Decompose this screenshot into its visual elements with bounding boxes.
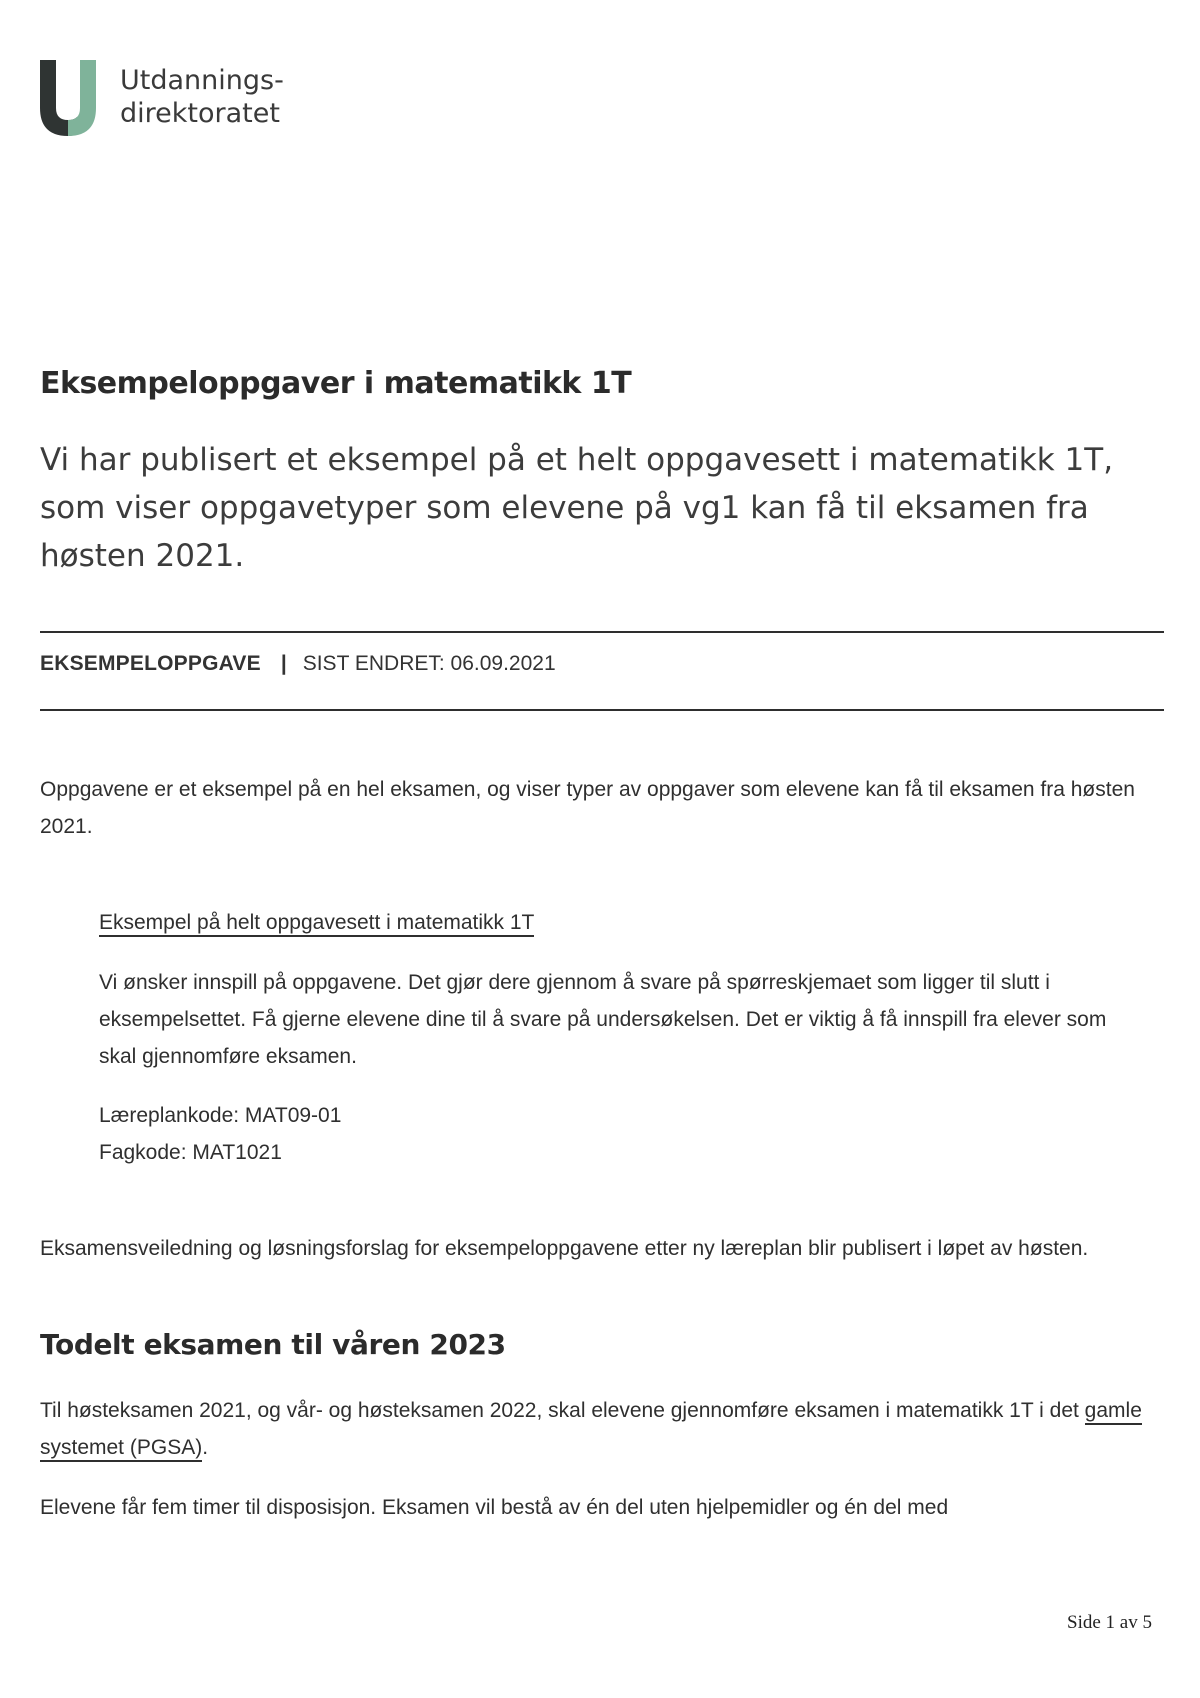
example-link-line bbox=[99, 904, 1109, 941]
exam-duration-paragraph: Elevene får fem timer til disposisjon. Eksamen vil bestå av én del uten hjelpemidler og én del med bbox=[40, 1496, 949, 1519]
page-title: Eksempeloppgaver i matematikk 1T bbox=[40, 366, 632, 401]
page-number: Side 1 av 5 bbox=[1067, 1612, 1152, 1633]
old-system-link[interactable]: gamle systemet (PGSA) bbox=[40, 1399, 1142, 1462]
meta-separator: | bbox=[280, 652, 287, 675]
meta-bottom-divider bbox=[40, 709, 1164, 711]
content-type-label: EKSEMPELOPPGAVE bbox=[40, 652, 261, 675]
brand-wordmark bbox=[120, 64, 284, 130]
section-heading: Todelt eksamen til våren 2023 bbox=[40, 1328, 506, 1361]
last-updated-label: SIST ENDRET: 06.09.2021 bbox=[302, 652, 556, 675]
exam-system-end: . bbox=[202, 1436, 209, 1459]
example-set-link[interactable]: Eksempel på helt oppgavesett i matematikk 1T bbox=[99, 911, 534, 937]
meta-top-divider bbox=[40, 631, 1164, 633]
exam-system-paragraph bbox=[40, 1392, 1170, 1466]
feedback-paragraph: Vi ønsker innspill på oppgavene. Det gjør dere gjennom å svare på spørreskjemaet som ligger til slutt i eksempelsettet. Få gjerne elevene dine til å svare på undersøkelsen. Det er viktig å få innspill fra elever som skal gjennomføre eksamen. bbox=[99, 971, 1107, 1068]
brand-logo bbox=[40, 60, 300, 140]
udir-logo-icon bbox=[40, 60, 108, 136]
subject-code: Fagkode: MAT1021 bbox=[99, 1141, 282, 1164]
brand-line-1: Utdannings- bbox=[120, 65, 284, 96]
curriculum-code: Læreplankode: MAT09-01 bbox=[99, 1104, 342, 1127]
intro-paragraph: Oppgavene er et eksempel på en hel eksamen, og viser typer av oppgaver som elevene kan få til eksamen fra høsten 2021. bbox=[40, 778, 1135, 838]
guidance-paragraph: Eksamensveiledning og løsningsforslag for eksempeloppgavene etter ny læreplan blir publisert i løpet av høsten. bbox=[40, 1237, 1089, 1260]
brand-line-2: direktoratet bbox=[120, 98, 280, 129]
exam-system-text: Til høsteksamen 2021, og vår- og høsteksamen 2022, skal elevene gjennomføre eksamen i matematikk 1T i det bbox=[40, 1399, 1085, 1422]
codes-block bbox=[99, 1097, 1109, 1171]
lead-paragraph: Vi har publisert et eksempel på et helt oppgavesett i matematikk 1T, som viser oppgavetyper som elevene på vg1 kan få til eksamen fra høsten 2021. bbox=[40, 442, 1114, 574]
meta-bar bbox=[40, 652, 556, 676]
